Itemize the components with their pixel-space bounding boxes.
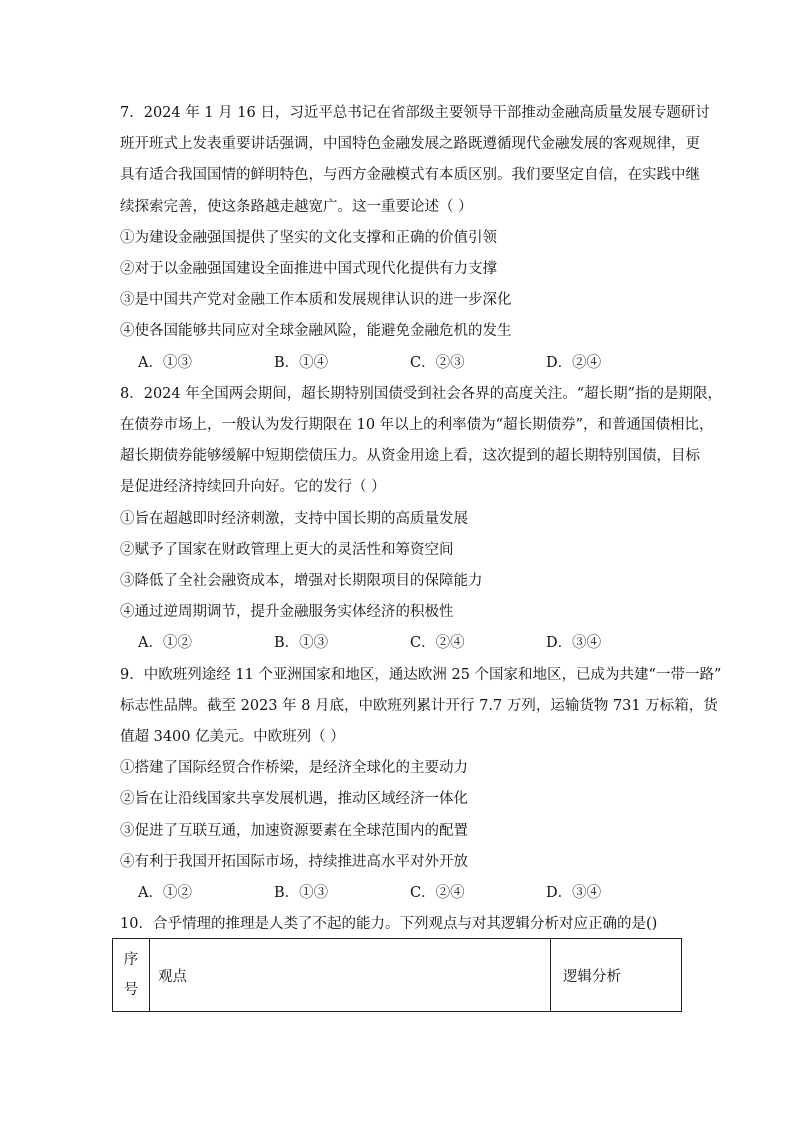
stem-line: 标志性品牌。截至 2023 年 8 月底，中欧班列累计开行 7.7 万列，运输货物 731 万标箱，货 [120, 697, 718, 714]
stem-line: 值超 3400 亿美元。中欧班列（ ） [120, 729, 345, 746]
question-7 [120, 98, 710, 379]
choice-b: B．①③ [274, 885, 329, 902]
question-stem [120, 98, 710, 223]
choice-b: B．①④ [274, 354, 329, 371]
question-9 [120, 660, 722, 910]
table-header-row [113, 939, 682, 1012]
header-seq-line1: 序 [123, 952, 139, 968]
header-seq [113, 939, 150, 1012]
choice-a: A．①③ [138, 354, 192, 371]
choice-b: B．①③ [274, 635, 329, 652]
stem-line: 续探索完善，使这条路越走越宽广。这一重要论述（ ） [120, 198, 473, 215]
statement-option: ④通过逆周期调节，提升金融服务实体经济的积极性 [120, 604, 454, 621]
answer-choices [120, 348, 682, 379]
question-stem [120, 379, 723, 504]
statement-option: ①旨在超越即时经济刺激，支持中国长期的高质量发展 [120, 510, 468, 527]
choice-a: A．①② [138, 635, 192, 652]
question-stem [120, 660, 722, 754]
exam-page [120, 98, 723, 940]
stem-line: 7．2024 年 1 月 16 日，习近平总书记在省部级主要领导干部推动金融高质量发展专题研讨 [120, 105, 710, 121]
choice-c: C．②④ [410, 885, 465, 902]
stem-line: 10．合乎情理的推理是人类了不起的能力。下列观点与对其逻辑分析对应正确的是() [120, 916, 658, 933]
statement-option: ③降低了全社会融资成本，增强对长期限项目的保障能力 [120, 573, 483, 590]
header-view: 观点 [150, 939, 551, 1012]
choice-c: C．②④ [410, 635, 465, 652]
header-logic: 逻辑分析 [551, 939, 682, 1012]
statement-option: ③促进了互联互通，加速资源要素在全球范围内的配置 [120, 822, 468, 839]
answer-choices [120, 628, 682, 659]
stem-line: 是促进经济持续回升向好。它的发行（ ） [120, 479, 386, 496]
statement-option: ②对于以金融强国建设全面推进中国式现代化提供有力支撑 [120, 261, 497, 278]
stem-line: 超长期债券能够缓解中短期偿债压力。从资金用途上看，这次提到的超长期特别国债，目标 [120, 448, 700, 465]
question-stem [120, 909, 682, 940]
stem-line: 8．2024 年全国两会期间，超长期特别国债受到社会各界的高度关注。“超长期”指的是期限， [120, 385, 723, 402]
answer-choices [120, 878, 682, 909]
question-8 [120, 379, 723, 660]
stem-line: 具有适合我国国情的鲜明特色，与西方金融模式有本质区别。我们要坚定自信，在实践中继 [120, 167, 700, 184]
statement-option: ④有利于我国开拓国际市场，持续推进高水平对外开放 [120, 853, 468, 870]
statement-option: ②旨在让沿线国家共享发展机遇，推动区域经济一体化 [120, 791, 468, 808]
statement-option: ④使各国能够共同应对全球金融风险，能避免金融危机的发生 [120, 323, 512, 340]
stem-line: 9．中欧班列途经 11 个亚洲国家和地区，通达欧洲 25 个国家和地区，已成为共建“一带一路” [120, 666, 722, 683]
statement-option: ①为建设金融强国提供了坚实的文化支撑和正确的价值引领 [120, 229, 497, 246]
logic-analysis-table [112, 938, 682, 1012]
statement-option: ①搭建了国际经贸合作桥梁，是经济全球化的主要动力 [120, 760, 468, 777]
statement-option: ③是中国共产党对金融工作本质和发展规律认识的进一步深化 [120, 292, 512, 309]
choice-c: C．②③ [410, 354, 465, 371]
question-10 [120, 909, 682, 940]
choice-d: D．②④ [546, 354, 602, 371]
choice-d: D．③④ [546, 635, 602, 652]
stem-line: 在债券市场上，一般认为发行期限在 10 年以上的利率债为“超长期债券”，和普通国债相比， [120, 417, 714, 434]
header-seq-line2: 号 [123, 982, 139, 998]
statement-option: ②赋予了国家在财政管理上更大的灵活性和筹资空间 [120, 541, 454, 558]
stem-line: 班开班式上发表重要讲话强调，中国特色金融发展之路既遵循现代金融发展的客观规律，更 [120, 136, 700, 153]
choice-a: A．①② [138, 885, 192, 902]
choice-d: D．③④ [546, 885, 602, 902]
